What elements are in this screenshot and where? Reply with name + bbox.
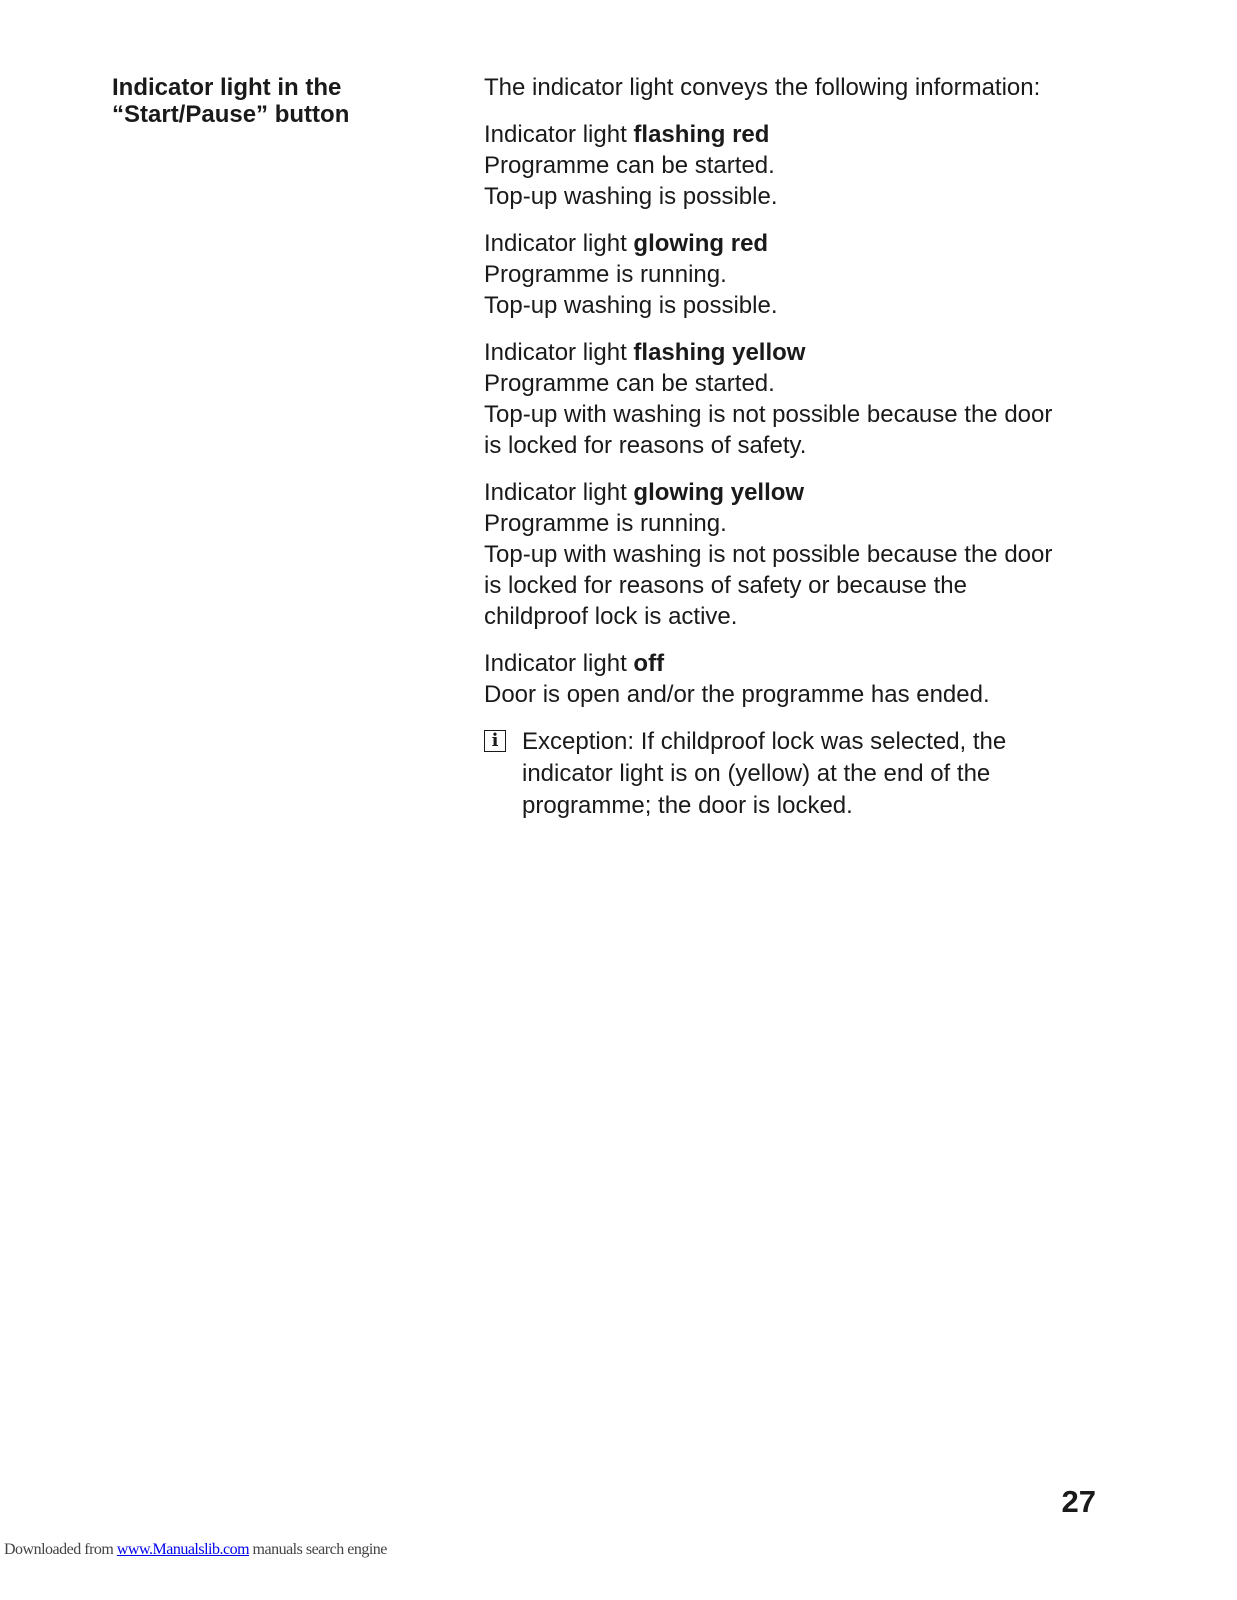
page-number: 27 bbox=[1061, 1484, 1096, 1519]
footer-prefix: Downloaded from bbox=[4, 1541, 117, 1558]
entry-line: Door is open and/or the programme has ended. bbox=[484, 681, 990, 708]
entry-line: Top-up with washing is not possible because the door bbox=[484, 541, 1053, 568]
entry-line: is locked for reasons of safety or because the bbox=[484, 572, 967, 599]
entry-state: glowing yellow bbox=[633, 479, 805, 506]
manualslib-link[interactable]: www.Manualslib.com bbox=[116, 1541, 250, 1558]
content-column bbox=[484, 72, 1124, 822]
info-note bbox=[484, 726, 1124, 822]
section-heading bbox=[112, 74, 432, 128]
note-line: programme; the door is locked. bbox=[522, 792, 853, 819]
entry-line: Top-up with washing is not possible because the door bbox=[484, 401, 1053, 428]
entry-line: Programme can be started. bbox=[484, 370, 775, 397]
entry-prefix: Indicator light bbox=[484, 230, 634, 257]
footer-suffix: manuals search engine bbox=[249, 1541, 387, 1558]
entry-line: childproof lock is active. bbox=[484, 603, 738, 630]
entry-glowing-red bbox=[484, 228, 1124, 321]
entry-title bbox=[484, 477, 1124, 508]
entry-line: Top-up washing is possible. bbox=[484, 183, 778, 210]
info-icon: i bbox=[484, 730, 506, 752]
entry-line: Programme is running. bbox=[484, 510, 727, 537]
entry-title bbox=[484, 648, 1124, 679]
entry-state: off bbox=[633, 650, 665, 677]
entry-line: Programme can be started. bbox=[484, 152, 775, 179]
entry-line: is locked for reasons of safety. bbox=[484, 432, 807, 459]
entry-flashing-yellow bbox=[484, 337, 1124, 461]
intro-text: The indicator light conveys the following information: bbox=[484, 74, 1041, 101]
section-heading-line-1: Indicator light in the bbox=[112, 74, 342, 101]
entry-state: flashing yellow bbox=[633, 339, 806, 366]
entry-state: flashing red bbox=[633, 121, 770, 148]
section-heading-line-2: “Start/Pause” button bbox=[112, 101, 350, 128]
entry-off bbox=[484, 648, 1124, 710]
note-line: Exception: If childproof lock was selected, the bbox=[522, 728, 1007, 755]
entry-title bbox=[484, 337, 1124, 368]
download-footer bbox=[4, 1541, 387, 1559]
entry-state: glowing red bbox=[633, 230, 769, 257]
note-line: indicator light is on (yellow) at the end of the bbox=[522, 760, 991, 787]
entry-title bbox=[484, 119, 1124, 150]
entry-prefix: Indicator light bbox=[484, 339, 634, 366]
entry-glowing-yellow bbox=[484, 477, 1124, 632]
entry-prefix: Indicator light bbox=[484, 479, 634, 506]
entry-prefix: Indicator light bbox=[484, 121, 634, 148]
entry-flashing-red bbox=[484, 119, 1124, 212]
entry-line: Top-up washing is possible. bbox=[484, 292, 778, 319]
entry-line: Programme is running. bbox=[484, 261, 727, 288]
entry-prefix: Indicator light bbox=[484, 650, 634, 677]
entry-title bbox=[484, 228, 1124, 259]
